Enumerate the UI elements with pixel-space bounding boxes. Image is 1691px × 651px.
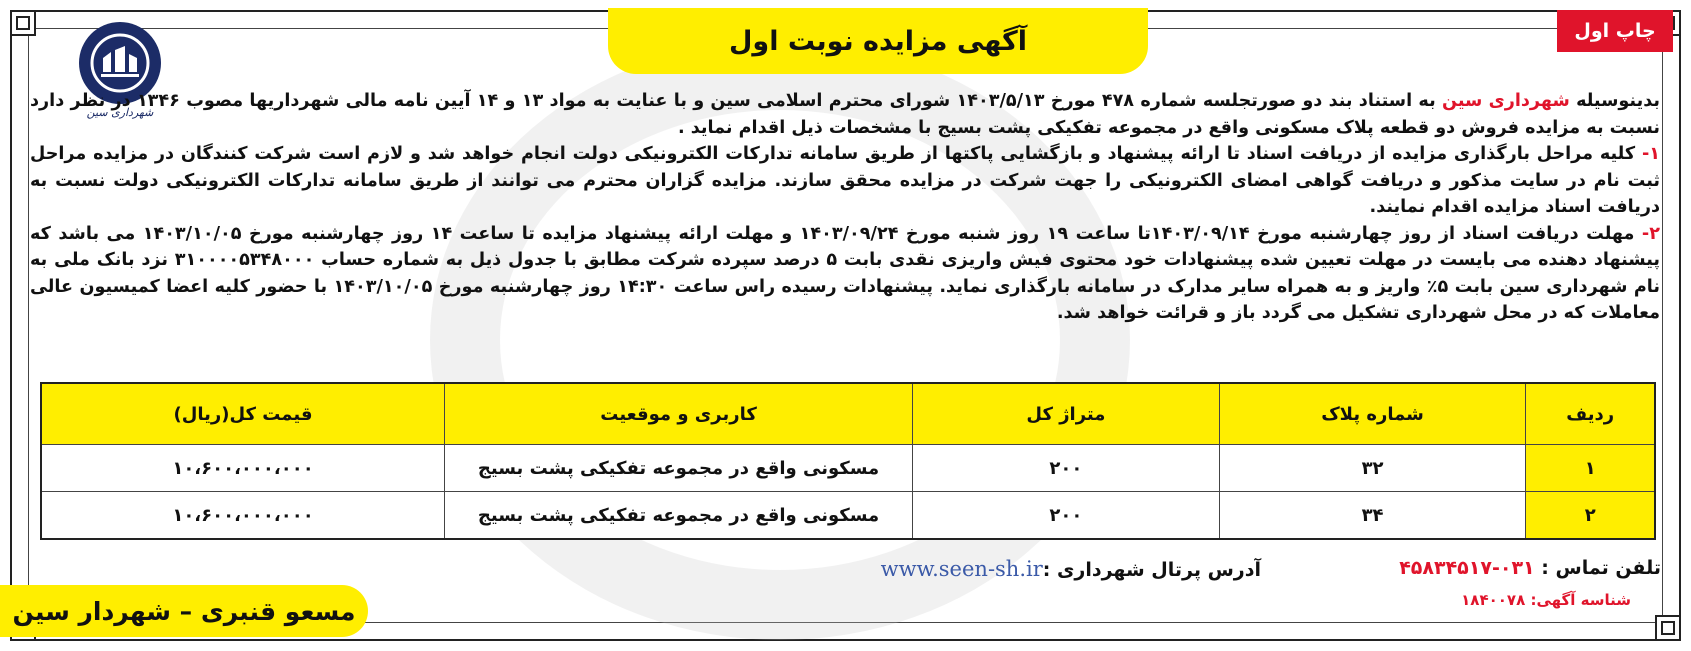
paragraph-1 (30, 141, 1660, 221)
phone-number: ۰۳۱-۴۵۸۳۴۵۱۷ (1399, 557, 1535, 579)
usage-location: مسکونی واقع در مجموعه تفکیکی پشت بسیج (445, 445, 913, 492)
logo-caption: شهرداری سین (86, 106, 154, 119)
ad-id-number: ۱۸۴۰۰۷۸ (1461, 591, 1526, 609)
mayor-signature: مسعو قنبری – شهردار سین (0, 585, 368, 637)
table-header-row (41, 383, 1655, 445)
municipality-name: شهرداری سین (1442, 91, 1570, 111)
total-price: ۱۰،۶۰۰،۰۰۰،۰۰۰ (41, 492, 445, 540)
intro-paragraph (30, 88, 1660, 141)
paragraph-1-number: ۱- (1641, 144, 1660, 164)
col-area-header: متراژ کل (913, 383, 1220, 445)
usage-location: مسکونی واقع در مجموعه تفکیکی پشت بسیج (445, 492, 913, 540)
row-index: ۲ (1526, 492, 1655, 540)
paragraph-1-text: کلیه مراحل بارگذاری مزایده از دریافت اسناد تا ارائه پیشنهاد و بازگشایی پاکتها از طریق سامانه تدارکات الکترونیکی دولت انجام خواهد شد و لازم است شرکت کنندگان در مزایده مراحل ثبت نام در سایت مذکور و دریافت گواهی امضای الکترونیکی را جهت شرکت در مزایده محقق سازند. مزایده گزاران محترم می توانند از طریق سامانه تدارکات الکترونیکی دولت نسبت به دریافت اسناد مزایده اقدام نمایند. (30, 144, 1660, 217)
table-row (41, 445, 1655, 492)
portal-address (881, 557, 1261, 581)
col-row-header: ردیف (1526, 383, 1655, 445)
total-area: ۲۰۰ (913, 445, 1220, 492)
table-row (41, 492, 1655, 540)
plate-number: ۳۲ (1219, 445, 1526, 492)
footer (0, 555, 1691, 645)
plate-number: ۳۴ (1219, 492, 1526, 540)
contact-phone (1399, 557, 1661, 579)
ad-body (30, 88, 1660, 327)
intro-text-a: بدینوسیله (1569, 91, 1660, 111)
total-area: ۲۰۰ (913, 492, 1220, 540)
intro-text-b: به استناد بند دو صورتجلسه شماره ۴۷۸ مورخ ۱۴۰۳/۵/۱۳ شورای محترم اسلامی سین و با عنایت به مواد ۱۳ و ۱۴ آیین نامه مالی شهرداریها مصوب ۱۳۴۶ در نظر دارد نسبت به مزایده فروش دو قطعه پلاک مسکونی واقع در مجموعه تفکیکی پشت بسیج با مشخصات ذیل اقدام نماید . (30, 91, 1660, 138)
ad-id-label: شناسه آگهی: (1525, 591, 1631, 609)
paragraph-2-text: مهلت دریافت اسناد از روز چهارشنبه مورخ ۱۴۰۳/۰۹/۱۴تا ساعت ۱۹ روز شنبه مورخ ۱۴۰۳/۰۹/۲۴ و مهلت ارائه پیشنهاد مزایده تا ساعت ۱۴ روز چهارشنبه مورخ ۱۴۰۳/۱۰/۰۵ می باشد که پیشنهاد دهنده می بایست در مهلت تعیین شده پیشنهادات خود محتوی فیش واریزی نقدی بابت ۵ درصد سپرده شرکت مطابق با جدول ذیل به شماره حساب ۳۱۰۰۰۰۵۳۴۸۰۰۰ نزد بانک ملی به نام شهرداری سین بابت ۵٪ واریز و به همراه سایر مدارک در سامانه بارگذاری نماید. پیشنهادات رسیده راس ساعت ۱۴:۳۰ روز چهارشنبه مورخ ۱۴۰۳/۱۰/۰۵ با حضور کلیه اعضا کمیسیون عالی معاملات که در محل شهرداری تشکیل می گردد باز و قرائت خواهد شد. (30, 223, 1661, 323)
phone-label: تلفن تماس : (1534, 557, 1661, 579)
portal-link[interactable]: www.seen-sh.ir (880, 557, 1043, 581)
col-usage-header: کاربری و موقعیت (445, 383, 913, 445)
row-index: ۱ (1526, 445, 1655, 492)
print-badge: چاپ اول (1557, 10, 1673, 52)
paragraph-2 (30, 221, 1660, 327)
ad-title: آگهی مزایده نوبت اول (608, 8, 1148, 74)
col-price-header: قیمت کل(ریال) (41, 383, 445, 445)
paragraph-2-number: ۲- (1641, 223, 1660, 244)
ad-identifier (1461, 591, 1631, 609)
total-price: ۱۰،۶۰۰،۰۰۰،۰۰۰ (41, 445, 445, 492)
col-plate-header: شماره پلاک (1219, 383, 1526, 445)
lots-table (40, 382, 1656, 540)
portal-label: آدرس پرتال شهرداری : (1042, 559, 1261, 581)
corner-ornament (10, 10, 36, 36)
